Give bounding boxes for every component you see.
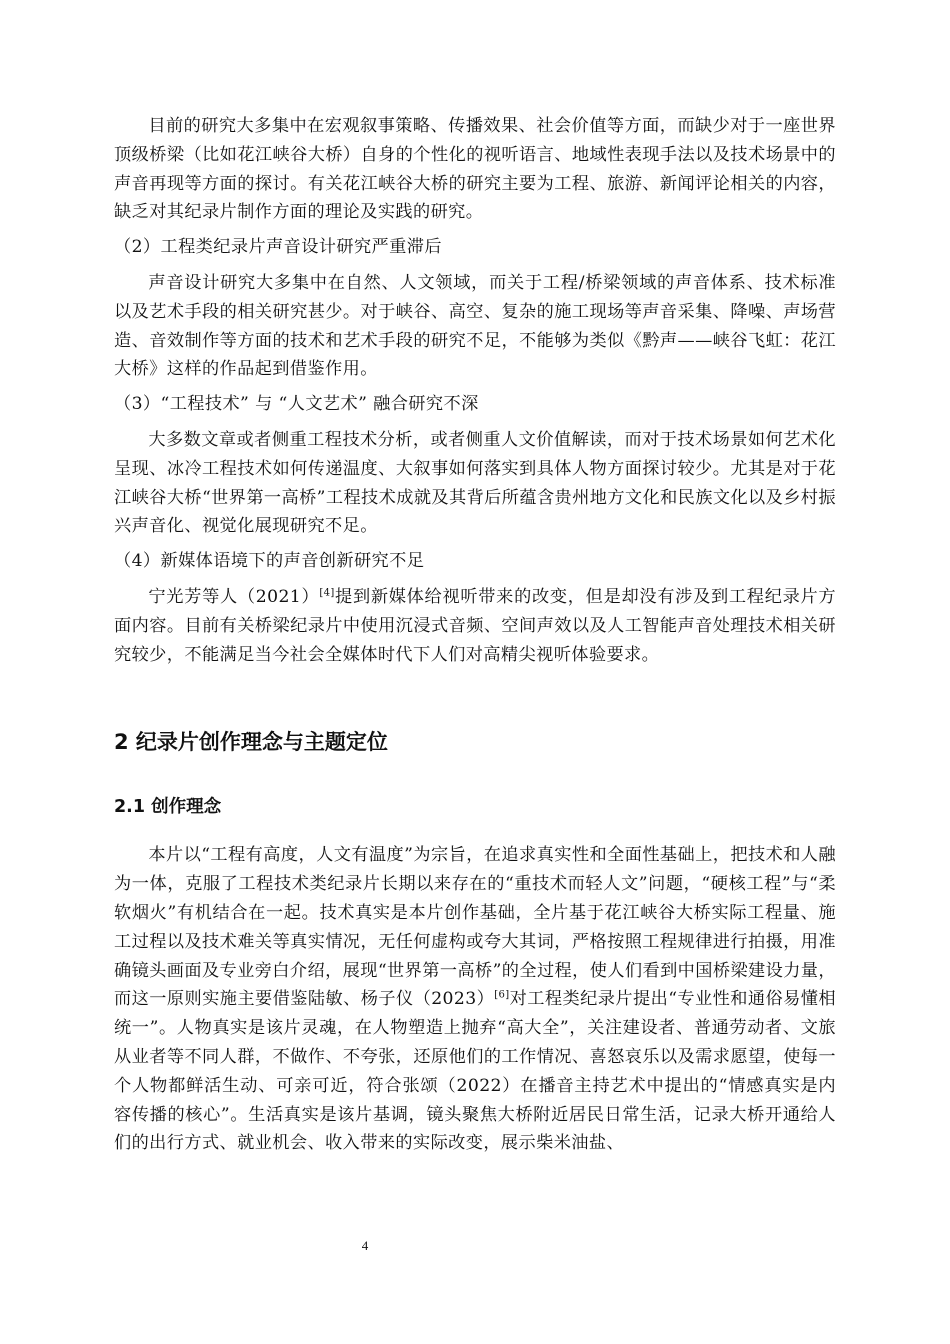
text-span: 本片以“工程有高度，人文有温度”为宗旨，在追求真实性和全面性基础上，把技术和人融为一体，克服了工程技术类纪录片长期以来存在的“重技术而轻人文”问题，“硬核工程”与“柔软烟火”有机结合在一起。技术真实是本片创作基础，全片基于花江峡谷大桥实际工程量、施工过程以及技术难关等真实情况，无任何虚构或夸大其词，严格按照工程规律进行拍摄，用准确镜头画面及专业旁白介绍，展现“世界第一高桥”的全过程，使人们看到中国桥梁建设力量，而这一原则实施主要借鉴陆敏、杨子仪（2023） — [114, 845, 836, 1010]
section-heading: 2 纪录片创作理念与主题定位 — [114, 730, 388, 755]
paragraph-new-media — [114, 583, 836, 669]
subheading-new-media: （4）新媒体语境下的声音创新研究不足 — [114, 551, 425, 572]
paragraph-tech-art: 大多数文章或者侧重工程技术分析，或者侧重人文价值解读，而对于技术场景如何艺术化呈现、冰冷工程技术如何传递温度、大叙事如何落实到具体人物方面探讨较少。尤其是对于花江峡谷大桥“世界第一高桥”工程技术成就及其背后所蕴含贵州地方文化和民族文化以及乡村振兴声音化、视觉化展现研究不足。 — [114, 429, 836, 537]
text-span: 提到新媒体给视听带来的改变，但是却没有涉及到工程纪录片方面内容。目前有关桥梁纪录片中使用沉浸式音频、空间声效以及人工智能声音处理技术相关研究较少，不能满足当今社会全媒体时代下人们对高精尖视听体验要求。 — [114, 586, 836, 665]
subheading-sound-design-lag: （2）工程类纪录片声音设计研究严重滞后 — [114, 237, 442, 258]
document-page — [114, 112, 836, 1158]
subsection-heading: 2.1 创作理念 — [114, 797, 222, 818]
citation-ref: [6] — [494, 989, 510, 1001]
text-span: 宁光芳等人（2021） — [148, 586, 320, 607]
paragraph-creative-concept — [114, 841, 836, 1158]
subheading-tech-art-fusion: （3）“工程技术” 与 “人文艺术” 融合研究不深 — [114, 394, 479, 415]
paragraph-sound-design: 声音设计研究大多集中在自然、人文领域，而关于工程/桥梁领域的声音体系、技术标准以及艺术手段的相关研究甚少。对于峡谷、高空、复杂的施工现场等声音采集、降噪、声场营造、音效制作等方面的技术和艺术手段的研究不足，不能够为类似《黔声——峡谷飞虹：花江大桥》这样的作品起到借鉴作用。 — [114, 272, 836, 380]
paragraph-research-focus: 目前的研究大多集中在宏观叙事策略、传播效果、社会价值等方面，而缺少对于一座世界顶级桥梁（比如花江峡谷大桥）自身的个性化的视听语言、地域性表现手法以及技术场景中的声音再现等方面的探讨。有关花江峡谷大桥的研究主要为工程、旅游、新闻评论相关的内容，缺乏对其纪录片制作方面的理论及实践的研究。 — [114, 116, 836, 223]
page-number: 4 — [361, 1238, 369, 1253]
citation-ref: [4] — [319, 587, 335, 599]
text-span: 对工程类纪录片提出“专业性和通俗易懂相统一”。人物真实是该片灵魂，在人物塑造上抛弃“高大全”，关注建设者、普通劳动者、文旅从业者等不同人群，不做作、不夸张，还原他们的工作情况、喜怒哀乐以及需求愿望，使每一个人物都鲜活生动、可亲可近，符合张颂（2022）在播音主持艺术中提出的“情感真实是内容传播的核心”。生活真实是该片基调，镜头聚焦大桥附近居民日常生活，记录大桥开通给人们的出行方式、就业机会、收入带来的实际改变，展示柴米油盐、 — [114, 989, 836, 1154]
